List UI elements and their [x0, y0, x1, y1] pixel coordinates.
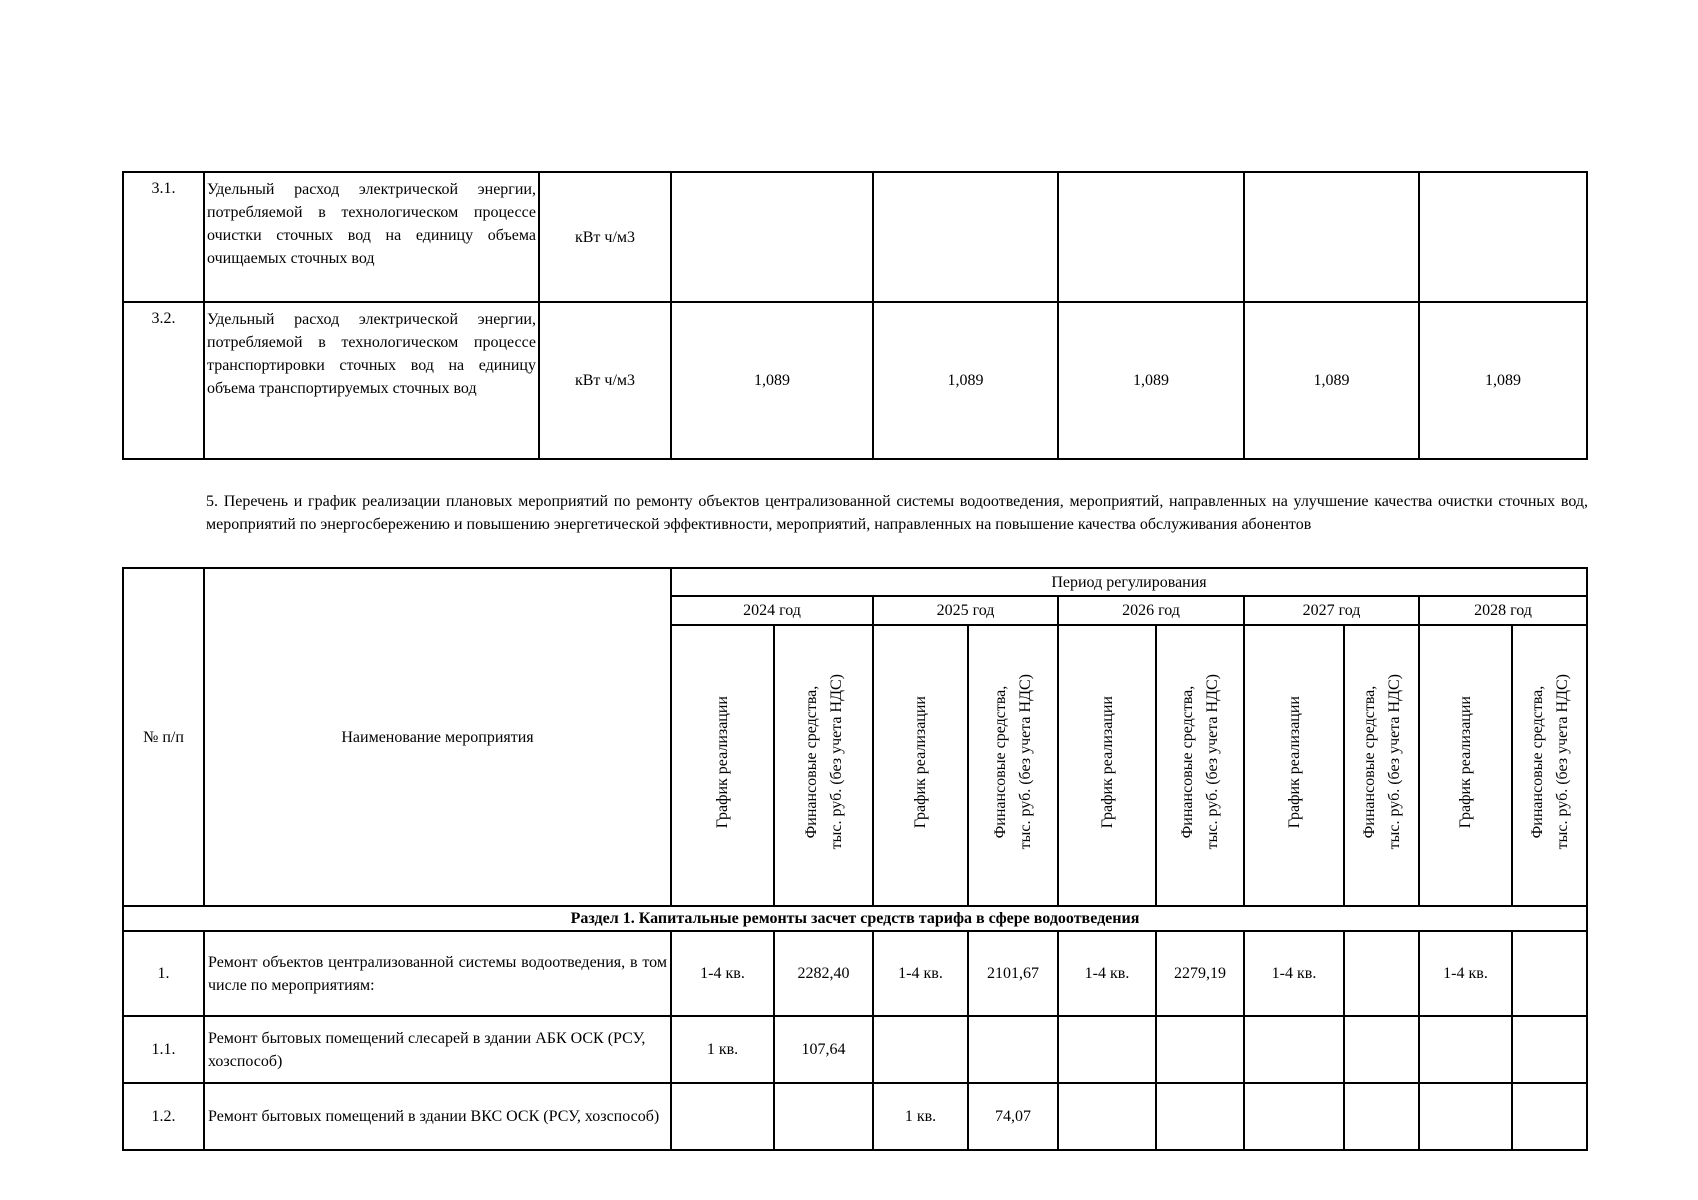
year-header: 2024 год [671, 596, 873, 625]
activity-name: Ремонт бытовых помещений в здании ВКС ОСК (РСУ, хозспособ) [204, 1083, 671, 1150]
table-row [123, 302, 1587, 459]
indicator-name: Удельный расход электрической энергии, потребляемой в технологическом процессе очистки сточных вод на единицу объема очищаемых сточных вод [204, 172, 539, 302]
column-header-number: № п/п [123, 568, 204, 906]
year-header: 2027 год [1244, 596, 1419, 625]
year-header: 2028 год [1419, 596, 1587, 625]
funds-header [1512, 625, 1587, 906]
section-intro-paragraph: 5. Перечень и график реализации плановых мероприятий по ремонту объектов централизованной системы водоотведения, мероприятий, направленных на улучшение качества очистки сточных вод, мероприятий по энергосбережению и повышению энергетической эффективности, мероприятий, направленных на повышение качества обслуживания абонентов [206, 493, 1588, 533]
schedule-cell [1419, 1083, 1512, 1150]
funds-cell [1156, 1016, 1244, 1083]
row-number: 1. [123, 931, 204, 1016]
year-header: 2025 год [873, 596, 1058, 625]
indicator-value [1058, 172, 1244, 302]
table-row [123, 172, 1587, 302]
funds-cell [1344, 931, 1419, 1016]
funds-cell [1512, 1016, 1587, 1083]
schedule-cell: 1-4 кв. [1419, 931, 1512, 1016]
funds-cell [774, 1083, 873, 1150]
funds-cell [1344, 1083, 1419, 1150]
schedule-cell [1419, 1016, 1512, 1083]
schedule-cell [1058, 1016, 1156, 1083]
row-number: 3.2. [123, 302, 204, 459]
schedule-header [873, 625, 968, 906]
funds-cell: 2279,19 [1156, 931, 1244, 1016]
row-number: 1.1. [123, 1016, 204, 1083]
funds-cell [1512, 931, 1587, 1016]
schedule-cell: 1 кв. [671, 1016, 774, 1083]
funds-cell: 74,07 [968, 1083, 1058, 1150]
funds-cell [968, 1016, 1058, 1083]
table-row [123, 1016, 1587, 1083]
funds-cell [1512, 1083, 1587, 1150]
schedule-header [1419, 625, 1512, 906]
funds-header [1156, 625, 1244, 906]
funds-header [1344, 625, 1419, 906]
schedule-cell [873, 1016, 968, 1083]
section-row [123, 906, 1587, 931]
funds-cell [1344, 1016, 1419, 1083]
schedule-header [1244, 625, 1344, 906]
schedule-header-label: График реализации [714, 695, 731, 829]
activity-name: Ремонт объектов централизованной системы водоотведения, в том числе по мероприятиям: [204, 931, 671, 1016]
schedule-cell: 1-4 кв. [873, 931, 968, 1016]
indicator-value: 1,089 [1244, 302, 1419, 459]
funds-cell: 2101,67 [968, 931, 1058, 1016]
row-number: 1.2. [123, 1083, 204, 1150]
row-number: 3.1. [123, 172, 204, 302]
period-header: Период регулирования [671, 568, 1587, 596]
funds-header-label: Финансовые средства, тыс. руб. (без учета НДС) [802, 674, 845, 850]
schedule-cell: 1-4 кв. [1058, 931, 1156, 1016]
funds-cell [1156, 1083, 1244, 1150]
schedule-cell: 1-4 кв. [1244, 931, 1344, 1016]
indicator-name: Удельный расход электрической энергии, потребляемой в технологическом процессе транспортировки сточных вод на единицу объема транспортируемых сточных вод [204, 302, 539, 459]
schedule-cell: 1 кв. [873, 1083, 968, 1150]
schedule-header-label: График реализации [1098, 695, 1116, 829]
table-row [123, 931, 1587, 1016]
schedule-cell [1058, 1083, 1156, 1150]
indicator-value [873, 172, 1058, 302]
funds-header-label: Финансовые средства, тыс. руб. (без учета НДС) [1360, 674, 1403, 850]
schedule-header [1058, 625, 1156, 906]
schedule-cell [671, 1083, 774, 1150]
funds-cell: 2282,40 [774, 931, 873, 1016]
indicator-value: 1,089 [1419, 302, 1587, 459]
schedule-header-label: График реализации [1285, 695, 1303, 829]
funds-header [774, 625, 873, 906]
table-row [123, 1083, 1587, 1150]
schedule-cell [1244, 1016, 1344, 1083]
section-title: Раздел 1. Капитальные ремонты засчет средств тарифа в сфере водоотведения [123, 906, 1587, 931]
funds-header [968, 625, 1058, 906]
funds-header-label: Финансовые средства, тыс. руб. (без учета НДС) [1179, 674, 1221, 850]
schedule-cell: 1-4 кв. [671, 931, 774, 1016]
indicator-unit: кВт ч/м3 [539, 302, 671, 459]
indicator-value: 1,089 [1058, 302, 1244, 459]
indicators-table [122, 171, 1588, 460]
schedule-header [671, 625, 774, 906]
indicator-value [1419, 172, 1587, 302]
header-row-period [123, 568, 1587, 596]
indicator-value [671, 172, 873, 302]
column-header-name: Наименование мероприятия [204, 568, 671, 906]
schedule-header-label: График реализации [1457, 695, 1474, 829]
indicator-value: 1,089 [671, 302, 873, 459]
indicator-unit: кВт ч/м3 [539, 172, 671, 302]
funds-header-label: Финансовые средства, тыс. руб. (без учета НДС) [992, 674, 1034, 850]
funds-cell: 107,64 [774, 1016, 873, 1083]
schedule-cell [1244, 1083, 1344, 1150]
indicator-value: 1,089 [873, 302, 1058, 459]
schedule-header-label: График реализации [912, 695, 929, 829]
indicator-value [1244, 172, 1419, 302]
activity-name: Ремонт бытовых помещений слесарей в здании АБК ОСК (РСУ, хозспособ) [204, 1016, 671, 1083]
funds-header-label: Финансовые средства, тыс. руб. (без учета НДС) [1528, 674, 1571, 850]
year-header: 2026 год [1058, 596, 1244, 625]
repair-plan-table [122, 567, 1588, 1151]
